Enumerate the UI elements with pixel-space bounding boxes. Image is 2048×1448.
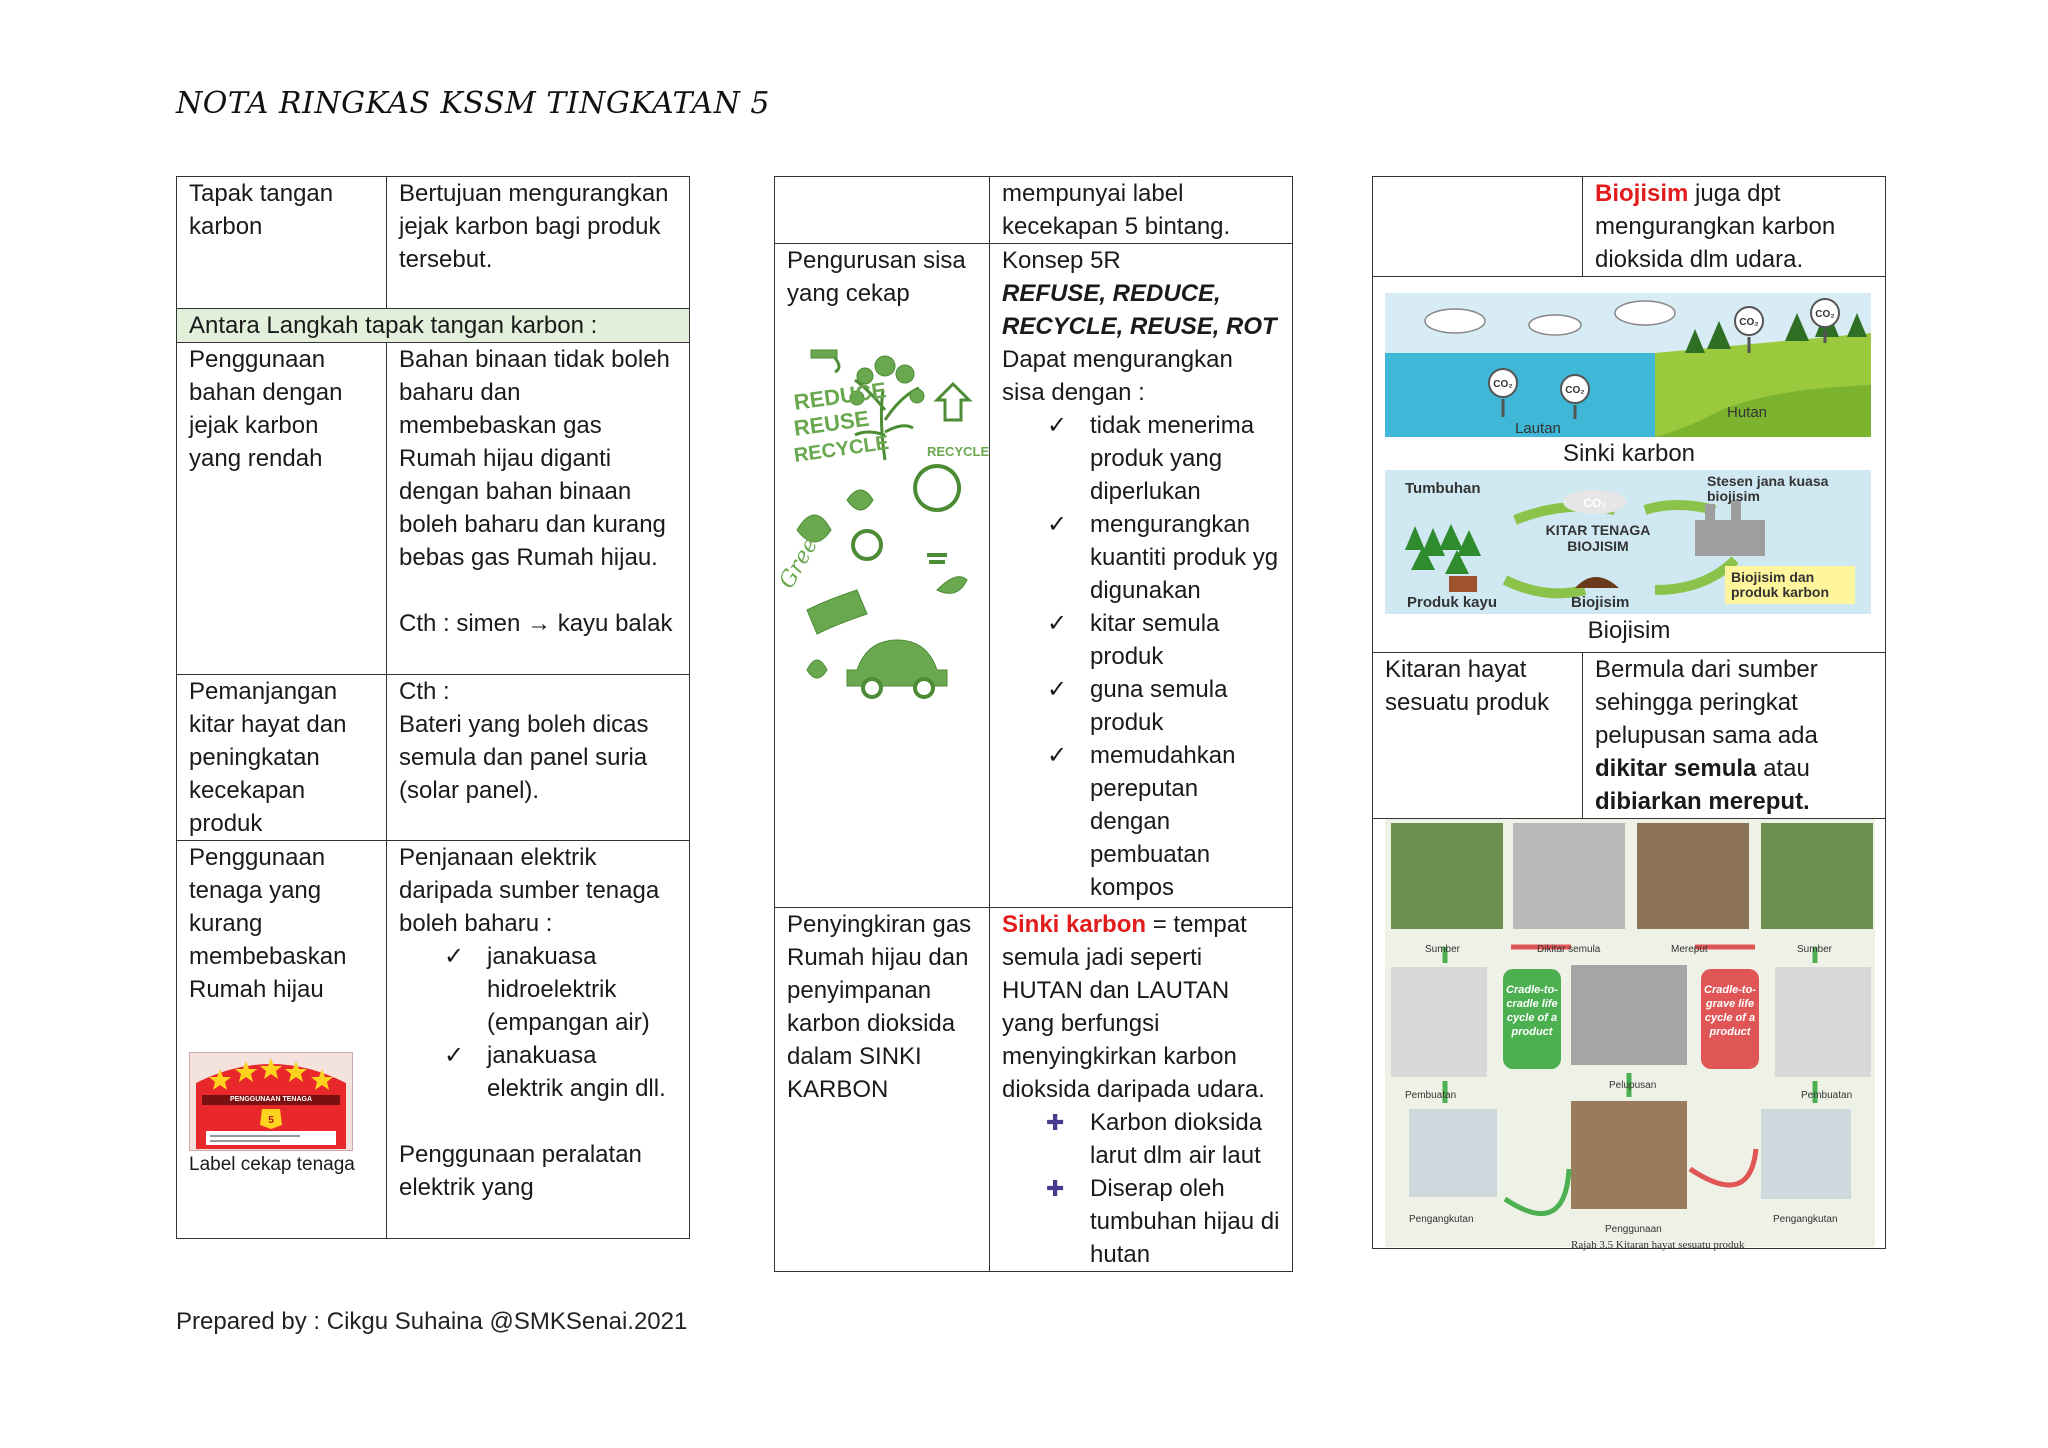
5r-words: REFUSE, REDUCE, RECYCLE, REUSE, ROT <box>1002 280 1277 340</box>
co2-label: CO₂ <box>1493 379 1513 390</box>
list-item: ✓ kitar semula produk <box>1002 607 1280 673</box>
list-item: ✓ janakuasa hidroelektrik (empangan air) <box>399 940 677 1039</box>
footer: Prepared by : Cikgu Suhaina @SMKSenai.2021 <box>176 1308 688 1335</box>
example-text: Bateri yang boleh dicas semula dan panel suria (solar panel). <box>399 711 649 804</box>
cell-term: Penyingkiran gas Rumah hijau dan penyimpanan karbon dioksida dalam SINKI KARBON <box>775 908 990 1272</box>
cell-term <box>1373 177 1583 277</box>
5r-word-recycle: RECYCLE <box>792 431 891 467</box>
cycle-label: Penggunaan <box>1605 1224 1662 1235</box>
sink-term: Sinki karbon <box>1002 911 1147 938</box>
co2-label: CO₂ <box>1739 317 1759 328</box>
sink-def-text: = tempat semula jadi seperti HUTAN dan LAUTAN yang berfungsi menyingkirkan karbon dioksida daripada udara. <box>1002 911 1265 1103</box>
sink-caption: Sinki karbon <box>1562 440 1696 467</box>
5r-word-reuse: REUSE <box>792 405 871 441</box>
cell-term: Kitaran hayat sesuatu produk <box>1373 653 1583 819</box>
cell-definition: mempunyai label kecekapan 5 bintang. <box>990 177 1293 244</box>
tick-list <box>1002 409 1280 904</box>
cycle-label: Dikitar semula <box>1537 944 1601 955</box>
5r-word-reduce: REDUCE <box>792 377 888 415</box>
decomposed-term: dibiarkan mereput. <box>1595 788 1810 815</box>
step-text: Penggunaan tenaga yang kurang membebaskan Rumah hijau <box>189 844 347 1003</box>
sink-diagram <box>1385 293 1871 437</box>
cell-definition <box>1583 177 1886 277</box>
cycle-title-label: KITAR TENAGA BIOJISIM <box>1545 522 1651 554</box>
life-cycle-graphic <box>1385 819 1875 1247</box>
biomass-text: juga dpt mengurangkan karbon dioksida dlm udara. <box>1595 180 1836 273</box>
cell-step: Pemanjangan kitar hayat dan peningkatan kecekapan produk <box>177 675 387 841</box>
notes-table-2 <box>774 176 1293 1272</box>
plus-list <box>1002 1106 1280 1271</box>
figure-caption: Rajah 3.5 Kitaran hayat sesuatu produk <box>1571 1239 1745 1251</box>
co2-label: CO₂ <box>1583 496 1607 510</box>
list-item: ✓ guna semula produk <box>1002 673 1280 739</box>
energy-label-banner: PENGGUNAAN TENAGA <box>229 1096 313 1103</box>
cell-step-detail <box>387 343 690 675</box>
energy-label-caption: Label cekap tenaga <box>189 1154 355 1175</box>
energy-label-image <box>189 1052 353 1151</box>
term-text: Pengurusan sisa yang cekap <box>787 247 966 307</box>
co2-label: CO₂ <box>1565 385 1585 396</box>
cycle-label: Pembuatan <box>1801 1090 1853 1101</box>
life-cycle-diagram-cell <box>1373 819 1886 1249</box>
or-text: atau <box>1756 755 1810 782</box>
life-cycle-text: Bermula dari sumber sehingga peringkat pelupusan sama ada <box>1595 656 1818 749</box>
notes-table-1 <box>176 176 690 1239</box>
biomass-caption: Biojisim <box>1587 617 1671 644</box>
life-cycle-diagram <box>1385 819 1875 1251</box>
cell-step-detail <box>387 841 690 1239</box>
section-heading: Antara Langkah tapak tangan karbon : <box>177 309 690 343</box>
wood-products-label: Produk kayu <box>1407 594 1498 611</box>
list-item: ✚ Diserap oleh tumbuhan hijau di hutan <box>1002 1172 1280 1271</box>
notes-table-3 <box>1372 176 1886 1249</box>
cell-term <box>775 177 990 244</box>
forest-label: Hutan <box>1727 404 1768 421</box>
svg-text:5: 5 <box>268 1115 274 1126</box>
5r-word-green: Green <box>774 521 831 593</box>
step-text-end: Penggunaan peralatan elektrik yang <box>399 1141 642 1201</box>
list-item: ✓ memudahkan pereputan dengan pembuatan kompos <box>1002 739 1280 904</box>
list-item: ✓ tidak menerima produk yang diperlukan <box>1002 409 1280 508</box>
list-item: ✓ mengurangkan kuantiti produk yg digunakan <box>1002 508 1280 607</box>
step-example: Cth : simen → kayu balak <box>399 610 673 637</box>
diagram-cell <box>1373 277 1886 653</box>
list-item: ✚ Karbon dioksida larut dlm air laut <box>1002 1106 1280 1172</box>
step-text: Penjanaan elektrik daripada sumber tenaga boleh baharu : <box>399 844 660 937</box>
5r-graphic <box>774 340 990 716</box>
cell-step: Penggunaan bahan dengan jejak karbon yang rendah <box>177 343 387 675</box>
ocean-label: Lautan <box>1515 420 1561 437</box>
cell-step <box>177 841 387 1239</box>
recycled-term: dikitar semula <box>1595 755 1757 782</box>
list-item: ✓ janakuasa elektrik angin dll. <box>399 1039 677 1105</box>
cycle-label: Sumber <box>1425 944 1461 955</box>
page-title: NOTA RINGKAS KSSM TINGKATAN 5 <box>176 86 770 121</box>
power-station-label: Stesen jana kuasa biojisim <box>1707 473 1829 504</box>
plants-label: Tumbuhan <box>1405 480 1481 497</box>
5r-word-recycle-icon: RECYCLE <box>927 444 990 459</box>
co2-label: CO₂ <box>1815 309 1835 320</box>
cycle-label: Pengangkutan <box>1409 1214 1474 1225</box>
cell-definition <box>990 908 1293 1272</box>
concept-title: Konsep 5R <box>1002 247 1121 274</box>
biomass-label: Biojisim <box>1571 594 1630 611</box>
cradle-to-cradle-badge: Cradle-to-cradle life cycle of a product <box>1506 984 1558 1038</box>
cell-step-detail <box>387 675 690 841</box>
5r-image <box>774 340 990 716</box>
cell-term: Tapak tangan karbon <box>177 177 387 309</box>
carbon-products-label: Biojisim dan produk karbon <box>1731 569 1830 600</box>
sink-graphic <box>1385 293 1871 437</box>
cell-definition: Bertujuan mengurangkan jejak karbon bagi produk tersebut. <box>387 177 690 309</box>
sink-definition <box>1002 908 1280 1106</box>
cycle-label: Sumber <box>1797 944 1833 955</box>
cycle-label: Pengangkutan <box>1773 1214 1838 1225</box>
cycle-label: Mereput <box>1671 944 1708 955</box>
tick-list <box>399 940 677 1105</box>
biomass-term: Biojisim <box>1595 180 1689 207</box>
example-label: Cth : <box>399 678 450 705</box>
biomass-diagram <box>1385 470 1871 614</box>
cell-definition <box>1583 653 1886 819</box>
cradle-to-grave-badge: Cradle-to-grave life cycle of a product <box>1704 984 1756 1038</box>
concept-intro: Dapat mengurangkan sisa dengan : <box>1002 346 1233 406</box>
cell-term <box>775 244 990 908</box>
step-text: Bahan binaan tidak boleh baharu dan membebaskan gas Rumah hijau diganti dengan bahan binaan boleh baharu dan kurang bebas gas Rumah hijau. <box>399 346 670 571</box>
cycle-label: Pembuatan <box>1405 1090 1457 1101</box>
cycle-label: Pelupusan <box>1609 1080 1657 1091</box>
cell-definition <box>990 244 1293 908</box>
